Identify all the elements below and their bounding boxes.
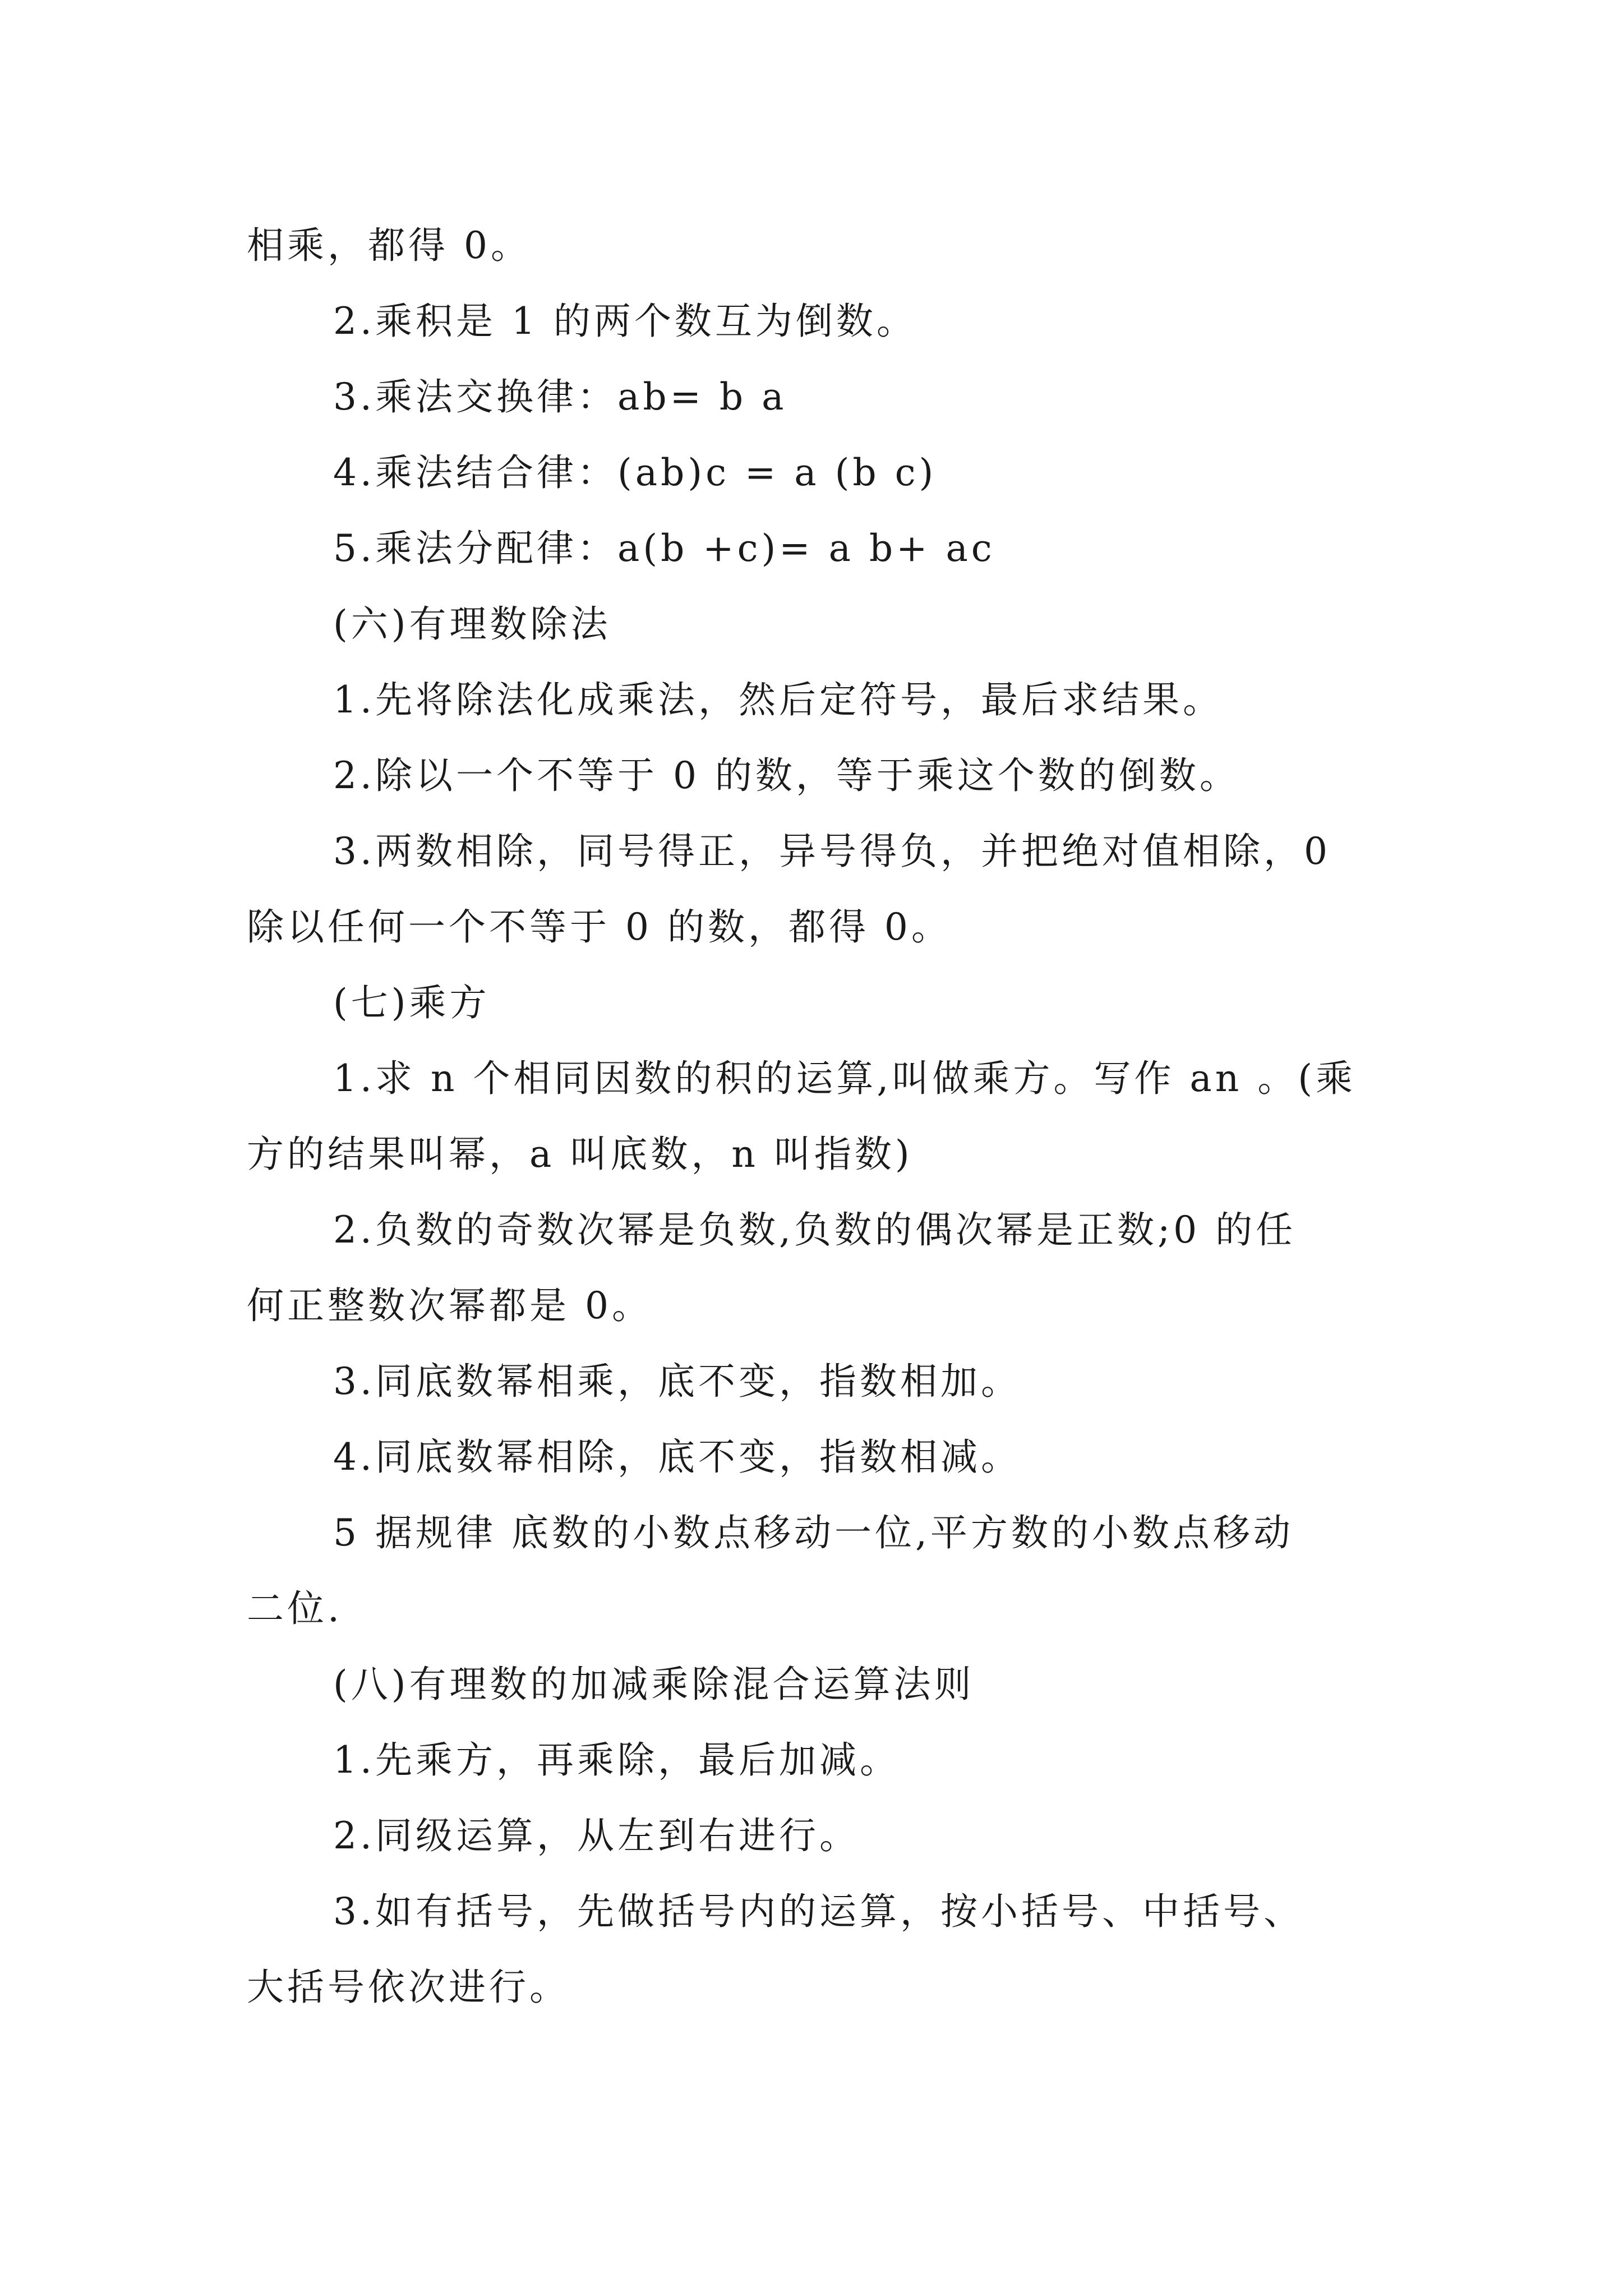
text-line: 何正整数次幂都是 0。 — [247, 1284, 652, 1327]
text-line: 1.先乘方，再乘除，最后加减。 — [333, 1738, 900, 1782]
section-heading: (七)乘方 — [333, 981, 490, 1024]
text-line: 3.乘法交换律：ab= b a — [333, 375, 787, 418]
text-line: 4.乘法结合律：(ab)c = a (b c) — [333, 451, 937, 494]
text-line: 大括号依次进行。 — [247, 1966, 570, 2009]
text-line: 3.同底数幂相乘，底不变，指数相加。 — [333, 1360, 1021, 1403]
text-line: 方的结果叫幂，a 叫底数，n 叫指数) — [247, 1133, 913, 1176]
text-line: 相乘，都得 0。 — [247, 224, 531, 267]
text-line: 2.同级运算，从左到右进行。 — [333, 1814, 860, 1857]
text-line: 2.负数的奇数次幂是负数,负数的偶次幂是正数;0 的任 — [333, 1208, 1297, 1251]
text-line: 4.同底数幂相除，底不变，指数相减。 — [333, 1435, 1021, 1479]
text-line: 2.除以一个不等于 0 的数，等于乘这个数的倒数。 — [333, 754, 1240, 797]
text-line: 除以任何一个不等于 0 的数，都得 0。 — [247, 905, 952, 949]
text-line: 1.求 n 个相同因数的积的运算,叫做乘方。写作 an 。(乘 — [333, 1057, 1356, 1100]
text-line: 3.如有括号，先做括号内的运算，按小括号、中括号、 — [333, 1890, 1304, 1933]
text-line: 5.乘法分配律：a(b +c)= a b+ ac — [333, 527, 995, 570]
text-line: 1.先将除法化成乘法，然后定符号，最后求结果。 — [333, 678, 1223, 721]
section-heading: (八)有理数的加减乘除混合运算法则 — [333, 1663, 975, 1706]
text-line: 2.乘积是 1 的两个数互为倒数。 — [333, 300, 917, 343]
text-line: 5 据规律 底数的小数点移动一位,平方数的小数点移动 — [333, 1511, 1294, 1554]
section-heading: (六)有理数除法 — [333, 602, 611, 646]
text-line: 3.两数相除，同号得正，异号得负，并把绝对值相除，0 — [333, 830, 1331, 873]
text-line: 二位. — [247, 1587, 343, 1630]
